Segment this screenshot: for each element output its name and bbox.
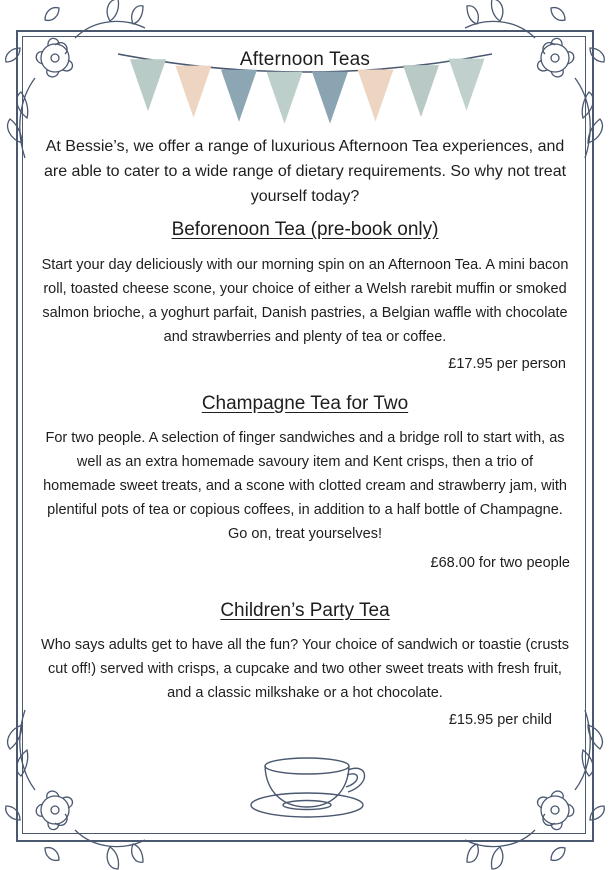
bunting-flag [312,72,348,124]
section-description: Start your day deliciously with our morning spin on an Afternoon Tea. A mini bacon roll, toasted cheese scone, your choice of either a Welsh rarebit muffin or smoked salmon brioche, a yoghurt parfait, Danish pastries, a Belgian waffle with chocolate and strawberries and plenty of tea or coffee. [41,257,569,345]
bunting-flag [267,72,303,124]
bunting-flag [358,69,394,121]
section-heading: Champagne Tea for Two [201,393,409,414]
price-label: £15.95 per child [448,712,552,728]
floral-corner-icon [465,710,604,869]
section-description: Who says adults get to have all the fun? Your choice of sandwich or toastie (crusts cut off!) served with crisps, a cupcake and two other sweet treats with fresh fruit, and a classic milkshake or a hot chocolate. [41,637,569,701]
floral-corner-icon [6,710,145,869]
bunting-flag [176,66,212,118]
page-title: Afternoon Teas [239,49,371,70]
section-heading: Children’s Party Tea [220,600,390,621]
bunting-flag [221,70,257,122]
teacup-icon [251,758,365,817]
section-heading: Beforenoon Tea (pre-book only) [171,219,439,240]
price-label: £68.00 for two people [430,555,570,571]
bunting-flag [403,65,439,117]
price-label: £17.95 per person [448,356,566,372]
section-description: For two people. A selection of finger sandwiches and a bridge roll to start with, as well as an extra homemade savoury item and Kent crisps, then a trio of homemade sweet treats, and a scone with clotted cream and strawberry jam, with plentiful pots of tea or copious coffees, in addition to a half bottle of Champagne. Go on, treat yourselves! [43,430,567,542]
intro-text: At Bessie’s, we offer a range of luxurious Afternoon Tea experiences, and are able to cater to a wide range of dietary requirements. So why not treat yourself today? [43,138,567,205]
